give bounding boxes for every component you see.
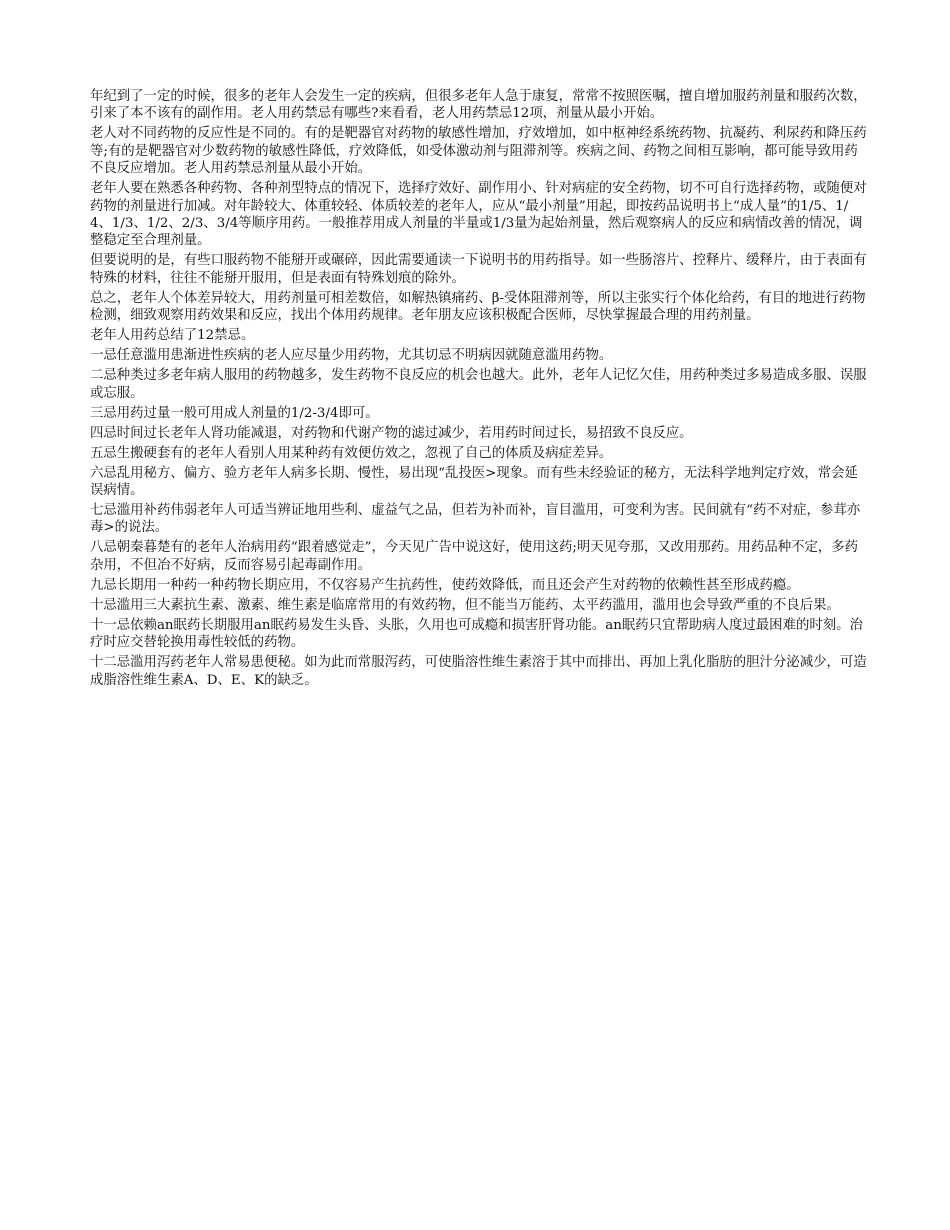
document-body [90, 88, 870, 692]
paragraph-twelve-taboos-heading: 老年人用药总结了12禁忌。 [90, 328, 255, 344]
list-item-taboo-9: 九忌长期用一种药一种药物长期应用，不仅容易产生抗药性，使药效降低，而且还会产生对药物的依赖性甚至形成药瘾。 [90, 577, 800, 593]
list-item-taboo-1: 一忌任意滥用患渐进性疾病的老人应尽量少用药物，尤其切忌不明病因就随意滥用药物。 [90, 348, 613, 364]
list-item-taboo-5: 五忌生搬硬套有的老年人看别人用某种药有效便仿效之，忽视了自己的体质及病症差异。 [90, 445, 613, 461]
paragraph-summary: 总之，老年人个体差异较大，用药剂量可相差数倍，如解热镇痛药、β-受体阻滞剂等，所以主张实行个体化给药，有目的地进行药物检测，细致观察用药效果和反应，找出个体用药规律。老年朋友应该积极配合医师，尽快掌握最合理的用药剂量。 [90, 290, 866, 324]
list-item-taboo-11: 十一忌依赖an眠药长期服用an眠药易发生头昏、头胀，久用也可成瘾和损害肝肾功能。an眠药只宜帮助病人度过最困难的时刻。治疗时应交替轮换用毒性较低的药物。 [90, 617, 863, 651]
list-item-taboo-4: 四忌时间过长老年人肾功能减退，对药物和代谢产物的滤过减少，若用药时间过长，易招致不良反应。 [90, 425, 693, 441]
list-item-taboo-6: 六忌乱用秘方、偏方、验方老年人病多长期、慢性，易出现“乱投医>现象。而有些未经验证的秘方，无法科学地判定疗效，常会延误病情。 [90, 465, 858, 499]
paragraph-minimum-dose: 老年人要在熟悉各种药物、各种剂型特点的情况下，选择疗效好、副作用小、针对病症的安全药物，切不可自行选择药物，或随便对药物的剂量进行加减。对年龄较大、体重较轻、体质较差的老年人，应从“最小剂量”用起，即按药品说明书上“成人量”的1/5、1/4、1/3、1/2、2/3、3/4等顺序用药。一般推荐用成人剂量的半量或1/3量为起始剂量，然后观察病人的反应和病情改善的情况，调整稳定至合理剂量。 [90, 181, 867, 249]
list-item-taboo-7: 七忌滥用补药伟弱老年人可适当辨证地用些利、虚益气之品，但若为补而补，盲目滥用，可变利为害。民间就有“药不对症，参茸亦毒>的说法。 [90, 503, 861, 536]
list-item-taboo-8: 八忌朝秦暮楚有的老年人治病用药“跟着感觉走”，今天见广告中说这好，使用这药;明天见夸那，又改用那药。用药品种不定，多药杂用，不但冶不好病，反而容易引起毒副作用。 [90, 540, 859, 573]
paragraph-intro: 年纪到了一定的时候，很多的老年人会发生一定的疾病，但很多老年人急于康复，常常不按照医嘱，擅自增加服药剂量和服药次数，引来了本不该有的副作用。老人用药禁忌有哪些?来看看，老人用药禁忌12项，剂量从最小开始。 [90, 89, 867, 122]
list-item-taboo-3: 三忌用药过量一般可用成人剂量的1/2-3/4即可。 [90, 405, 379, 421]
paragraph-tablet-note: 但要说明的是，有些口服药物不能掰开或碾碎，因此需要通读一下说明书的用药指导。如一些肠溶片、控释片、缓释片，由于表面有特殊的材料，往往不能掰开服用，但是表面有特殊划痕的除外。 [90, 253, 867, 286]
list-item-taboo-12: 十二忌滥用泻药老年人常易患便秘。如为此而常服泻药，可使脂溶性维生素溶于其中而排出、再加上乳化脂肪的胆汁分泌减少，可造成脂溶性维生素A、D、E、K的缺乏。 [90, 655, 867, 688]
paragraph-drug-sensitivity: 老人对不同药物的反应性是不同的。有的是靶器官对药物的敏感性增加，疗效增加，如中枢神经系统药物、抗凝药、利尿药和降压药等;有的是靶器官对少数药物的敏感性降低，疗效降低，如受体激动剂与阻滞剂等。疾病之间、药物之间相互影响，都可能导致用药不良反应增加。老人用药禁忌剂量从最小开始。 [90, 126, 867, 177]
list-item-taboo-2: 二忌种类过多老年病人服用的药物越多，发生药物不良反应的机会也越大。此外，老年人记忆欠佳，用药种类过多易造成多服、误服或忘服。 [90, 368, 867, 401]
list-item-taboo-10: 十忌滥用三大素抗生素、激素、维生素是临席常用的有效药物，但不能当万能药、太平药滥用，滥用也会导致严重的不良后果。 [90, 597, 840, 613]
